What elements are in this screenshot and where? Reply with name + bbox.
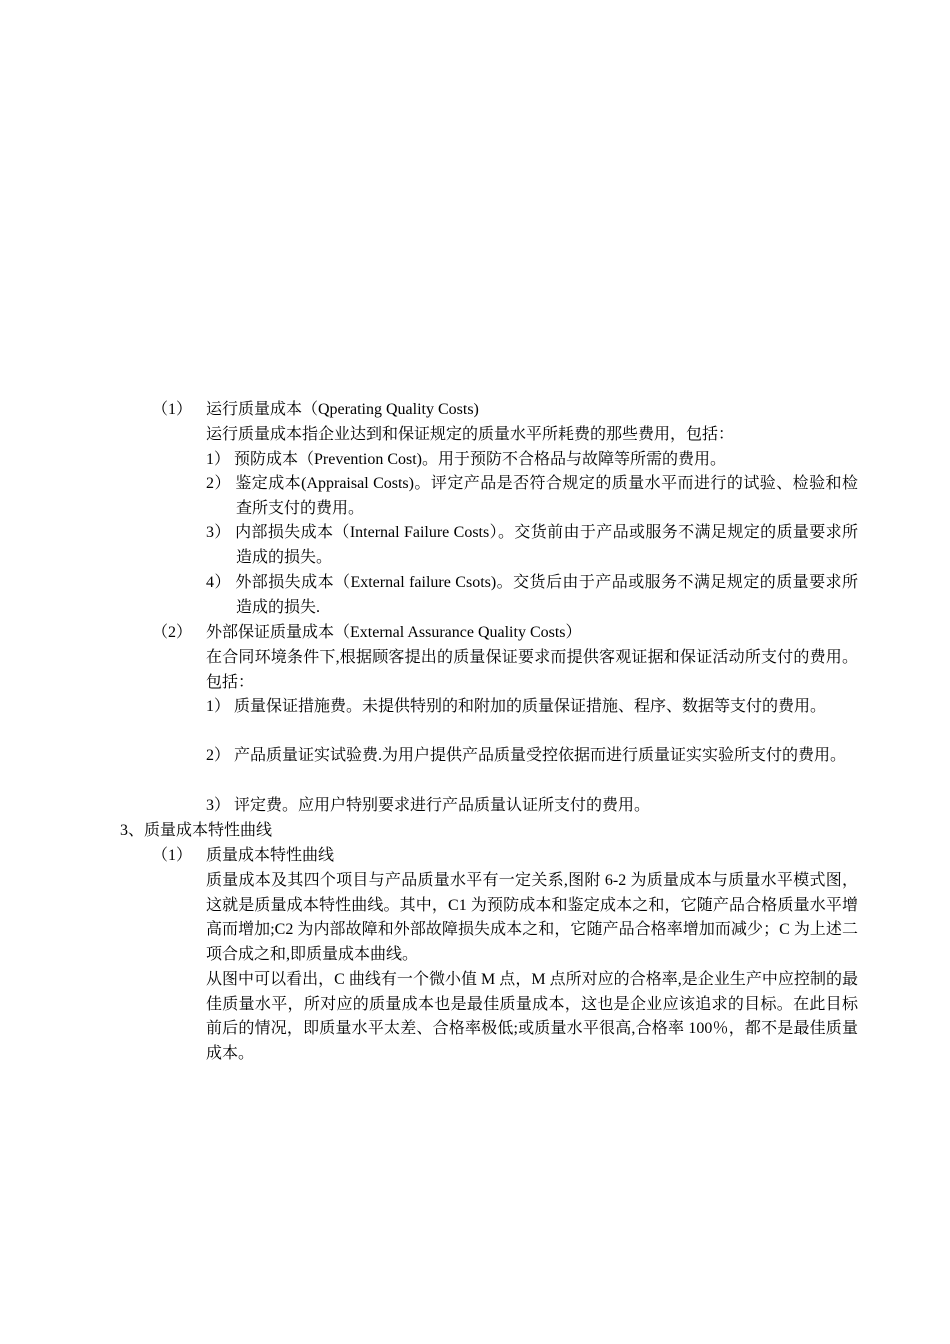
section-2-item-3: 3） 评定费。应用户特别要求进行产品质量认证所支付的费用。 xyxy=(206,797,651,814)
section-1-intro: 运行质量成本指企业达到和保证规定的质量水平所耗费的那些费用，包括： xyxy=(206,426,735,443)
section-1-item-3: 3） 内部损失成本（Internal Failure Costs）。交货前由于产品或服务不满足规定的质量要求所造成的损失。 xyxy=(206,524,858,566)
section-1-title: 运行质量成本（Qperating Quality Costs) xyxy=(206,401,479,418)
section-1-item-1: 1） 预防成本（Prevention Cost)。用于预防不合格品与故障等所需的费用。 xyxy=(206,451,726,468)
section-3-paragraph-2: 从图中可以看出，C 曲线有一个微小值 M 点，M 点所对应的合格率,是企业生产中应控制的最佳质量水平，所对应的质量成本也是最佳质量成本，这也是企业应该追求的目标。在此目标前后的情况，即质量水平太差、合格率极低;或质量水平很高,合格率 100％，都不是最佳质量成本。 xyxy=(206,971,858,1062)
section-1-item-2: 2） 鉴定成本(Appraisal Costs)。评定产品是否符合规定的质量水平而进行的试验、检验和检查所支付的费用。 xyxy=(206,475,858,517)
section-3-sub-number: （1） xyxy=(152,847,193,864)
section-2-item-1: 1） 质量保证措施费。未提供特别的和附加的质量保证措施、程序、数据等支付的费用。 xyxy=(206,698,827,715)
section-2-title: 外部保证质量成本（External Assurance Quality Costs） xyxy=(206,624,582,641)
section-3-sub-title: 质量成本特性曲线 xyxy=(206,847,335,864)
section-2-number: （2） xyxy=(152,624,193,641)
section-2-item-2: 2） 产品质量证实试验费.为用户提供产品质量受控依据而进行质量证实实验所支付的费用。 xyxy=(206,747,847,764)
section-1-number: （1） xyxy=(152,401,193,418)
section-1-item-4: 4） 外部损失成本（External failure Csots)。交货后由于产品或服务不满足规定的质量要求所造成的损失. xyxy=(206,574,858,616)
section-2-intro: 在合同环境条件下,根据顾客提出的质量保证要求而提供客观证据和保证活动所支付的费用。包括： xyxy=(206,649,858,691)
section-3-paragraph-1: 质量成本及其四个项目与产品质量水平有一定关系,图附 6-2 为质量成本与质量水平模式图，这就是质量成本特性曲线。其中，C1 为预防成本和鉴定成本之和，它随产品合格质量水平增高而增加;C2 为内部故障和外部故障损失成本之和，它随产品合格率增加而减少；C 为上述二项合成之和,即质量成本曲线。 xyxy=(206,872,858,963)
section-3-heading: 3、质量成本特性曲线 xyxy=(120,822,273,839)
